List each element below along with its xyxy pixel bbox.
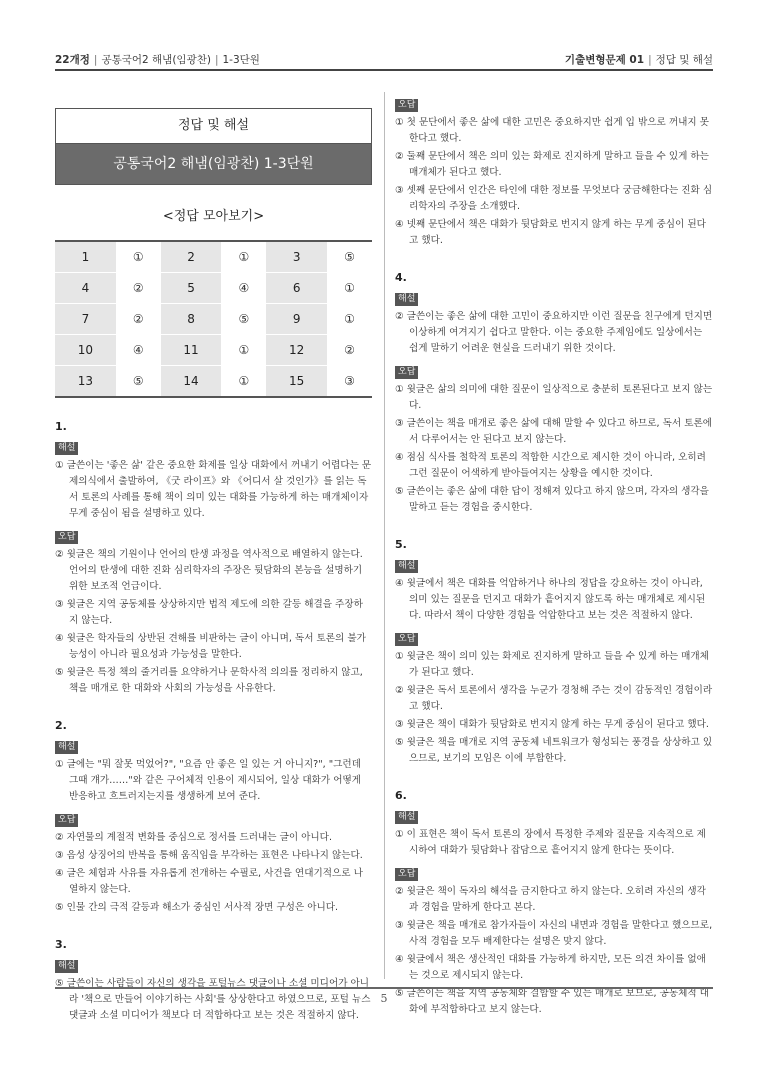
- explanation-tag: 오답: [55, 814, 78, 827]
- explanation-item: ④ 넷째 문단에서 책은 대화가 뒷담화로 번지지 않게 하는 무게 중심이 된다고 했다.: [395, 219, 706, 246]
- header-section: 정답 및 해설: [655, 54, 713, 66]
- footer-rule: [55, 987, 713, 989]
- explanation-item: ⑤ 윗글은 특정 책의 줄거리를 요약하거나 문학사적 의의를 정리하지 않고, 책을 매개로 한 대화와 사회의 가능성을 사유한다.: [55, 667, 363, 694]
- question-heading: 2.: [55, 719, 67, 732]
- explanation-tag: 오답: [395, 366, 418, 379]
- explanation-item: ③ 글쓴이는 책을 매개로 좋은 삶에 대해 말할 수 있다고 하므로, 독서 토론에서 다루어서는 안 된다고 보지 않는다.: [395, 418, 713, 445]
- answer-choice: ⑤: [327, 241, 372, 273]
- explanation-tag: 해설: [395, 560, 418, 573]
- question-number: 4: [55, 273, 116, 304]
- explanation-item: ① 윗글은 책이 의미 있는 화제로 진지하게 말하고 들을 수 있게 하는 매개체가 된다고 했다.: [395, 651, 709, 678]
- answer-choice: ④: [116, 335, 161, 366]
- explanation-tag: 해설: [55, 442, 78, 455]
- question-number: 5: [161, 273, 222, 304]
- explanation-item: ③ 음성 상징어의 반복을 통해 움직임을 부각하는 표현은 나타나지 않는다.: [55, 850, 363, 861]
- tag-row: [395, 861, 713, 883]
- question-heading: 4.: [395, 271, 407, 284]
- explanation-item: ④ 점심 식사를 철학적 토론의 적합한 시간으로 제시한 것이 아니라, 오히려 그런 질문이 어색하게 받아들여지는 상황을 예시한 것이다.: [395, 452, 706, 479]
- question-heading: 1.: [55, 420, 67, 433]
- column-divider: [384, 92, 385, 979]
- question-heading: 3.: [55, 938, 67, 951]
- answer-choice: ①: [327, 273, 372, 304]
- answer-choice: ①: [116, 241, 161, 273]
- explanation-item: ① 이 표현은 책이 독서 토론의 장에서 특정한 주제와 질문을 지속적으로 제시하여 대화가 뒷담화나 잡담으로 흩어지지 않게 한다는 뜻이다.: [395, 829, 706, 856]
- tag-row: [55, 435, 372, 457]
- explanation-item: ④ 윗글에서 책은 대화를 억압하거나 하나의 정답을 강요하는 것이 아니라, 의미 있는 질문을 던지고 대화가 흩어지지 않도록 하는 매개체로 제시된다. 따라서 책이 다양한 경험을 억압한다고 보는 것은 적절하지 않다.: [395, 578, 706, 621]
- explanation-tag: 오답: [55, 531, 78, 544]
- tag-row: [55, 524, 372, 546]
- question-number: 14: [161, 366, 222, 398]
- answer-row: [55, 273, 372, 304]
- explanation-item: ② 글쓴이는 좋은 삶에 대한 고민이 중요하지만 이런 질문을 친구에게 던지면 이상하게 여겨지기 쉽다고 말한다. 이는 중요한 주제임에도 일상에서는 쉽게 말하기 어려운 현실을 드러내기 위한 것이다.: [395, 311, 713, 354]
- tag-row: [55, 734, 372, 756]
- tag-row: [395, 92, 713, 114]
- answer-choice: ②: [116, 273, 161, 304]
- tag-row: [395, 553, 713, 575]
- explanation-item: ③ 윗글은 책을 매개로 참가자들이 자신의 내면과 경험을 말한다고 했으므로, 사적 경험을 모두 배제한다는 설명은 맞지 않다.: [395, 920, 713, 947]
- answer-row: [55, 335, 372, 366]
- header-edition: 22개정: [55, 54, 90, 66]
- tag-row: [395, 286, 713, 308]
- explanation-item: ② 윗글은 독서 토론에서 생각을 누군가 경청해 주는 것이 감동적인 경험이라고 했다.: [395, 685, 713, 712]
- explanation-item: ② 윗글은 책이 독자의 해석을 금지한다고 하지 않는다. 오히려 자신의 생각과 경험을 말하게 한다고 본다.: [395, 886, 706, 913]
- question-number: 8: [161, 304, 222, 335]
- explanation-item: ① 글에는 "뭐 잘못 먹었어?", "요즘 안 좋은 일 있는 거 아니지?", "그런데 그때 걔가……"와 같은 구어체적 인용이 제시되어, 일상 대화가 어떻게 반응하고 흐트러지는지를 생생하게 보여 준다.: [55, 759, 362, 802]
- explanation-item: ④ 글은 체험과 사유를 자유롭게 전개하는 수필로, 사건을 연대기적으로 나열하지 않는다.: [55, 868, 363, 895]
- explanation-item: ⑤ 글쓴이는 책을 지역 공동체와 결합할 수 있는 매개로 보므로, 공동체적 대화에 부적합하다고 보지 않는다.: [395, 988, 709, 1015]
- explanation-item: ② 자연물의 계절적 변화를 중심으로 정서를 드러내는 글이 아니다.: [55, 832, 333, 843]
- title-box: 정답 및 해설: [55, 108, 372, 144]
- explanation-tag: 해설: [55, 960, 78, 973]
- explanation-tag: 해설: [395, 811, 418, 824]
- answer-choice: ⑤: [221, 304, 266, 335]
- answer-choice: ①: [221, 366, 266, 398]
- tag-row: [55, 953, 372, 975]
- explanation-item: ③ 셋째 문단에서 인간은 타인에 대한 정보를 무엇보다 궁금해한다는 진화 심리학자의 주장을 소개했다.: [395, 185, 713, 212]
- explanation-item: ① 첫 문단에서 좋은 삶에 대한 고민은 중요하지만 쉽게 입 밖으로 꺼내지 못한다고 했다.: [395, 117, 709, 144]
- tag-row: [395, 626, 713, 648]
- answer-choice: ②: [116, 304, 161, 335]
- question-number: 6: [266, 273, 327, 304]
- answer-choice: ①: [327, 304, 372, 335]
- explanation-item: ③ 윗글은 지역 공동체를 상상하지만 법적 제도에 의한 갈등 해결을 주장하지 않는다.: [55, 599, 363, 626]
- explanation-item: ① 윗글은 삶의 의미에 대한 질문이 일상적으로 충분히 토론된다고 보지 않는다.: [395, 384, 713, 411]
- left-column: [55, 100, 372, 1026]
- question-number: 10: [55, 335, 116, 366]
- explanation-item: ⑤ 글쓴이는 사람들이 자신의 생각을 포털뉴스 댓글이나 소셜 미디어가 아니라 '책으로 만들어 이야기하는 사회'를 상상한다고 하였으므로, 포털 뉴스 댓글과 소셜 미디어가 책보다 더 적합하다고 보는 것은 적절하지 않다.: [55, 978, 371, 1021]
- explanation-tag: 해설: [395, 293, 418, 306]
- question-number: 11: [161, 335, 222, 366]
- explanation-item: ⑤ 인물 간의 극적 갈등과 해소가 중심인 서사적 장면 구성은 아니다.: [55, 902, 339, 913]
- explanation-item: ⑤ 글쓴이는 좋은 삶에 대한 답이 정해져 있다고 하지 않으며, 각자의 생각을 말하고 듣는 경험을 중시한다.: [395, 486, 709, 513]
- question-number: 15: [266, 366, 327, 398]
- question-number: 7: [55, 304, 116, 335]
- explanation-item: ② 윗글은 책의 기원이나 언어의 탄생 과정을 역사적으로 배열하지 않는다. 언어의 탄생에 대한 진화 심리학자의 주장은 뒷담화의 본능을 설명하기 위한 보조적 언급이다.: [55, 549, 363, 592]
- header-textbook: 공통국어2 해냄(임광찬): [101, 54, 211, 66]
- question-number: 2: [161, 241, 222, 273]
- left-explanations: [55, 420, 372, 1024]
- answer-choice: ①: [221, 241, 266, 273]
- answer-table: [55, 240, 372, 398]
- explanation-item: ⑤ 윗글은 책을 매개로 지역 공동체 네트워크가 형성되는 풍경을 상상하고 있으므로, 보기의 모임은 이에 부합한다.: [395, 737, 713, 764]
- explanation-tag: 오답: [395, 868, 418, 881]
- explanation-item: ② 둘째 문단에서 책은 의미 있는 화제로 진지하게 말하고 들을 수 있게 하는 매개체가 된다고 했다.: [395, 151, 709, 178]
- header-unit: 1-3단원: [222, 54, 260, 66]
- answer-row: [55, 241, 372, 273]
- explanation-tag: 해설: [55, 741, 78, 754]
- right-explanations: [395, 92, 713, 1018]
- question-number: 1: [55, 241, 116, 273]
- page-number: 5: [380, 992, 388, 1005]
- answer-choice: ⑤: [116, 366, 161, 398]
- question-number: 3: [266, 241, 327, 273]
- question-heading: 6.: [395, 789, 407, 802]
- explanation-item: ④ 윗글에서 책은 생산적인 대화를 가능하게 하지만, 모든 의견 차이를 없애는 것으로 제시되지 않는다.: [395, 954, 706, 981]
- answers-title: <정답 모아보기>: [162, 209, 265, 224]
- question-number: 13: [55, 366, 116, 398]
- subtitle-box: 공통국어2 해냄(임광찬) 1-3단원: [55, 144, 372, 185]
- explanation-item: ④ 윗글은 학자들의 상반된 견해를 비판하는 글이 아니며, 독서 토론의 불가능성이 아니라 필요성과 가능성을 말한다.: [55, 633, 366, 660]
- tag-row: [55, 807, 372, 829]
- answer-row: [55, 304, 372, 335]
- question-heading: 5.: [395, 538, 407, 551]
- explanation-tag: 오답: [395, 99, 418, 112]
- explanation-item: ① 글쓴이는 '좋은 삶' 같은 중요한 화제를 일상 대화에서 꺼내기 어렵다는 문제의식에서 출발하여, 《굿 라이프》와 《어디서 살 것인가》를 읽는 독서 토론의 사례를 통해 책이 의미 있는 대화를 가능하게 하는 매개체이자 무게 중심이 됨을 설명하고 있다.: [55, 460, 372, 519]
- answer-choice: ②: [327, 335, 372, 366]
- header-right: 기출변형문제 01 | 정답 및 해설: [564, 54, 713, 66]
- explanation-item: ③ 윗글은 책이 대화가 뒷담화로 번지지 않게 하는 무게 중심이 된다고 했다.: [395, 719, 709, 730]
- tag-row: [395, 359, 713, 381]
- answer-choice: ①: [221, 335, 266, 366]
- explanation-tag: 오답: [395, 633, 418, 646]
- page-header: [55, 47, 713, 71]
- answer-choice: ③: [327, 366, 372, 398]
- header-series: 기출변형문제 01: [564, 54, 645, 66]
- header-left: 22개정 | 공통국어2 해냄(임광찬) | 1-3단원: [55, 54, 260, 66]
- answer-row: [55, 366, 372, 398]
- question-number: 9: [266, 304, 327, 335]
- answer-choice: ④: [221, 273, 266, 304]
- right-column: [395, 92, 713, 1020]
- tag-row: [395, 804, 713, 826]
- question-number: 12: [266, 335, 327, 366]
